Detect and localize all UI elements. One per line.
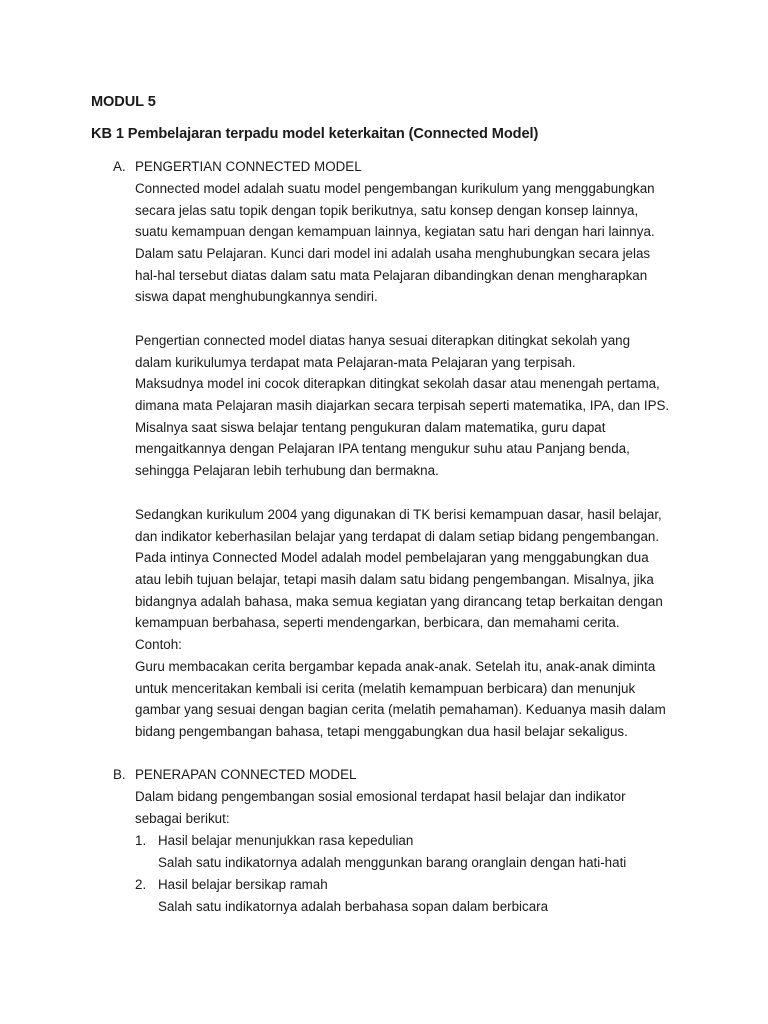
section-a-paragraph-3: [135, 504, 683, 743]
list-number: 2.: [135, 877, 147, 892]
paragraph-line: dimana mata Pelajaran masih diajarkan secara terpisah seperti matematika, IPA, dan IPS.: [135, 398, 670, 414]
paragraph-line: secara jelas satu topik dengan topik berikutnya, satu konsep dengan konsep lainnya,: [135, 202, 639, 218]
section-b-intro: [135, 786, 683, 829]
section-b-title: PENERAPAN CONNECTED MODEL: [135, 767, 357, 782]
section-a-paragraph-1: [135, 178, 683, 308]
paragraph-line: dalam kurikulumya terdapat mata Pelajaran-mata Pelajaran yang terpisah.: [135, 354, 576, 370]
list-item-1-detail: Salah satu indikatornya adalah menggunkan barang oranglain dengan hati-hati: [158, 855, 627, 870]
paragraph-line: bidang pengembangan bahasa, tetapi menggabungkan dua hasil belajar sekaligus.: [135, 723, 628, 739]
paragraph-line: atau lebih tujuan belajar, tetapi masih dalam satu bidang pengembangan. Misalnya, jika: [135, 572, 654, 588]
paragraph-line: gambar yang sesuai dengan bagian cerita (melatih pemahaman). Keduanya masih dalam: [135, 702, 666, 718]
section-b-marker: B.: [113, 767, 126, 782]
paragraph-line: mengaitkannya dengan Pelajaran IPA tentang mengukur suhu atau Panjang benda,: [135, 441, 630, 457]
section-a-paragraph-2: [135, 330, 683, 482]
paragraph-line: siswa dapat menghubungkannya sendiri.: [135, 289, 378, 305]
paragraph-line: Pada intinya Connected Model adalah model pembelajaran yang menggabungkan dua: [135, 550, 649, 566]
module-title: MODUL 5: [91, 94, 156, 110]
paragraph-line: sehingga Pelajaran lebih terhubung dan bermakna.: [135, 463, 439, 479]
paragraph-line: Guru membacakan cerita bergambar kepada anak-anak. Setelah itu, anak-anak diminta: [135, 658, 656, 674]
section-a-marker: A.: [113, 159, 126, 174]
paragraph-line: Connected model adalah suatu model pengembangan kurikulum yang menggabungkan: [135, 181, 655, 196]
list-item-2: [135, 874, 328, 896]
example-label: Contoh:: [135, 637, 182, 653]
paragraph-line: suatu kemampuan dengan kemampuan lainnya, kegiatan satu hari dengan hari lainnya.: [135, 224, 655, 240]
paragraph-line: Dalam bidang pengembangan sosial emosional terdapat hasil belajar dan indikator: [135, 789, 626, 804]
paragraph-line: kemampuan berbahasa, seperti mendengarkan, berbicara, dan memahami cerita.: [135, 615, 620, 631]
paragraph-line: bidangnya adalah bahasa, maka semua kegiatan yang dirancang tetap berkaitan dengan: [135, 593, 663, 609]
paragraph-line: Sedangkan kurikulum 2004 yang digunakan di TK berisi kemampuan dasar, hasil belajar,: [135, 507, 662, 522]
section-b-heading: [113, 765, 356, 785]
paragraph-line: Misalnya saat siswa belajar tentang pengukuran dalam matematika, guru dapat: [135, 419, 606, 435]
paragraph-line: dan indikator keberhasilan belajar yang terdapat di dalam setiap bidang pengembangan.: [135, 528, 660, 544]
list-item-title: Hasil belajar bersikap ramah: [158, 877, 328, 892]
paragraph-line: hal-hal tersebut diatas dalam satu mata Pelajaran dibandingkan denan mengharapkan: [135, 267, 648, 283]
paragraph-line: untuk menceritakan kembali isi cerita (melatih kemampuan berbicara) dan menunjuk: [135, 680, 636, 696]
list-item-2-detail: Salah satu indikatornya adalah berbahasa sopan dalam berbicara: [158, 899, 549, 914]
paragraph-line: Maksudnya model ini cocok diterapkan ditingkat sekolah dasar atau menengah pertama,: [135, 376, 660, 392]
paragraph-line: Dalam satu Pelajaran. Kunci dari model ini adalah usaha menghubungkan secara jelas: [135, 246, 651, 262]
paragraph-line: Pengertian connected model diatas hanya sesuai diterapkan ditingkat sekolah yang: [135, 333, 631, 348]
list-item-title: Hasil belajar menunjukkan rasa kepedulian: [158, 833, 414, 848]
list-number: 1.: [135, 833, 147, 848]
list-item-1: [135, 830, 413, 852]
section-a-heading: [113, 157, 362, 177]
paragraph-line: sebagai berikut:: [135, 810, 230, 826]
section-a-title: PENGERTIAN CONNECTED MODEL: [135, 159, 362, 174]
kb-title: KB 1 Pembelajaran terpadu model keterkaitan (Connected Model): [91, 126, 539, 142]
